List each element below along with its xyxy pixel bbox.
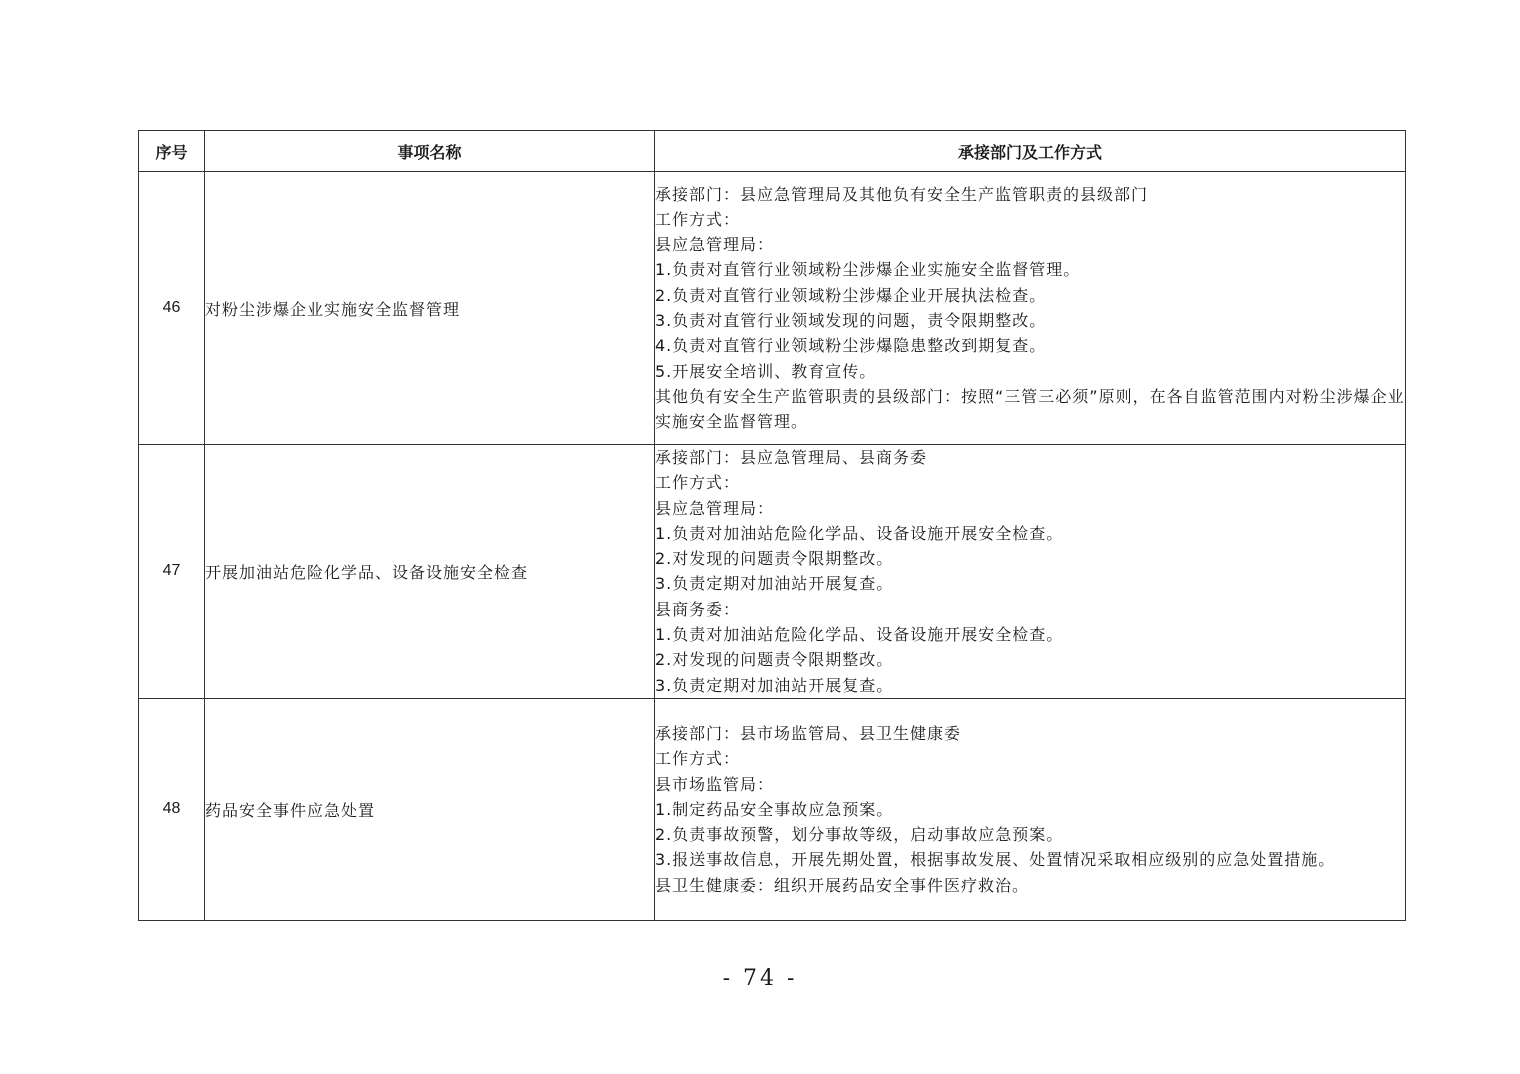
detail-line: 2.对发现的问题责令限期整改。 — [655, 549, 894, 569]
item-name: 对粉尘涉爆企业实施安全监督管理 — [205, 172, 655, 445]
detail-line: 3.报送事故信息，开展先期处置，根据事故发展、处置情况采取相应级别的应急处置措施。 — [655, 850, 1336, 870]
detail-line: 2.对发现的问题责令限期整改。 — [655, 650, 894, 670]
table-row — [139, 698, 1406, 920]
detail-line: 工作方式： — [655, 473, 741, 493]
header-item-name: 事项名称 — [205, 131, 655, 172]
detail-line: 工作方式： — [655, 209, 741, 229]
detail-line: 县应急管理局： — [655, 235, 775, 255]
detail-line: 县商务委： — [655, 599, 741, 619]
item-name: 药品安全事件应急处置 — [205, 698, 655, 920]
row-number: 47 — [139, 445, 205, 699]
table-row — [139, 445, 1406, 699]
table-row — [139, 172, 1406, 445]
detail-line: 县应急管理局： — [655, 498, 775, 518]
detail-line: 3.负责定期对加油站开展复查。 — [655, 675, 894, 695]
detail-line: 1.负责对加油站危险化学品、设备设施开展安全检查。 — [655, 625, 1064, 645]
detail-line: 1.负责对加油站危险化学品、设备设施开展安全检查。 — [655, 523, 1064, 543]
detail-line: 工作方式： — [655, 749, 741, 769]
table-header-row — [139, 131, 1406, 172]
row-number: 46 — [139, 172, 205, 445]
header-seq: 序号 — [139, 131, 205, 172]
dept-method-detail — [655, 445, 1406, 699]
detail-line: 3.负责定期对加油站开展复查。 — [655, 574, 894, 594]
row-number: 48 — [139, 698, 205, 920]
detail-line: 县卫生健康委：组织开展药品安全事件医疗救治。 — [655, 875, 1030, 895]
dept-method-detail — [655, 698, 1406, 920]
detail-line: 承接部门：县应急管理局、县商务委 — [655, 448, 928, 467]
dept-method-detail — [655, 172, 1406, 445]
detail-line: 承接部门：县市场监管局、县卫生健康委 — [655, 723, 962, 743]
item-name: 开展加油站危险化学品、设备设施安全检查 — [205, 445, 655, 699]
detail-line: 1.制定药品安全事故应急预案。 — [655, 799, 894, 819]
detail-line: 县市场监管局： — [655, 774, 775, 794]
responsibility-table — [138, 130, 1406, 921]
detail-line: 3.负责对直管行业领域发现的问题，责令限期整改。 — [655, 311, 1047, 330]
header-dept-method: 承接部门及工作方式 — [655, 131, 1406, 172]
detail-line: 承接部门：县应急管理局及其他负有安全生产监管职责的县级部门 — [655, 184, 1149, 204]
detail-line: 4.负责对直管行业领域粉尘涉爆隐患整改到期复查。 — [655, 336, 1047, 356]
detail-line: 1.负责对直管行业领域粉尘涉爆企业实施安全监督管理。 — [655, 260, 1081, 280]
detail-line: 2.负责事故预警，划分事故等级，启动事故应急预案。 — [655, 825, 1064, 845]
detail-line: 其他负有安全生产监管职责的县级部门：按照“三管三必须”原则，在各自监管范围内对粉尘涉爆企业实施安全监督管理。 — [655, 386, 1405, 432]
detail-line: 5.开展安全培训、教育宣传。 — [655, 361, 877, 381]
page-number: - 74 - — [722, 966, 798, 991]
detail-line: 2.负责对直管行业领域粉尘涉爆企业开展执法检查。 — [655, 285, 1047, 305]
